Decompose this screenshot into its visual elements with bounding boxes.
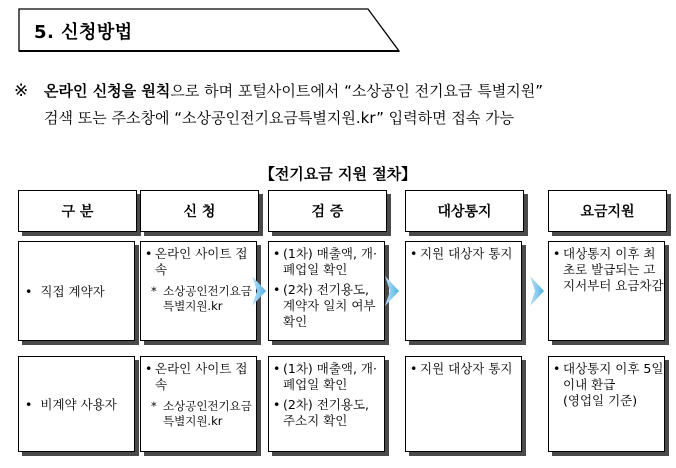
verify-step-2: • (2차) 전기용도, 주소지 확인 [269,397,384,429]
category-label: 직접 계약자 [40,284,105,299]
row-2-verify [268,356,385,452]
header-notice: 대상통지 [405,190,524,232]
header-support: 요금지원 [548,190,667,232]
support-text: • 대상통지 이후 최초로 발급되는 고지서부터 요금차감 [549,246,664,294]
verify-step-1: • (1차) 매출액, 개·폐업일 확인 [269,246,384,278]
note-line-2: 검색 또는 주소창에 “소상공인전기요금특별지원.kr” 입력하면 접속 가능 [44,109,515,127]
category-label: 비계약 사용자 [40,397,117,412]
apply-sub: * 소상공인전기요금특별지원.kr [141,284,256,314]
row-2-category: • 비계약 사용자 [18,356,135,452]
note-emphasis: 온라인 신청을 원칙 [44,82,171,100]
row-2-notice [405,356,522,452]
row-1-apply [140,241,257,341]
arrow-right-icon [252,276,266,306]
header-category: 구 분 [18,190,137,232]
reference-mark: ※ [14,81,29,101]
notice-text: • 지원 대상자 통지 [406,361,521,377]
row-1-notice [405,241,522,341]
row-2-apply [140,356,257,452]
section-header [18,8,400,52]
support-text: • 대상통지 이후 5일 이내 환급 [549,361,664,393]
apply-main: • 온라인 사이트 접속 [141,246,256,278]
section-title: 5. 신청방법 [34,22,133,43]
procedure-title: 【전기요금 지원 절차】 [259,165,417,183]
header-apply: 신 청 [140,190,259,232]
note-line-1 [44,78,543,105]
verify-step-2: • (2차) 전기용도, 계약자 일치 여부 확인 [269,282,384,330]
row-1-verify [268,241,385,341]
support-note: (영업일 기준) [563,393,638,408]
arrow-right-icon [530,276,544,306]
note-line-1-rest: 으로 하며 포털사이트에서 “소상공인 전기요금 특별지원” [170,82,544,100]
verify-step-1: • (1차) 매출액, 개·폐업일 확인 [269,361,384,393]
apply-main: • 온라인 사이트 접속 [141,361,256,393]
header-verify: 검 증 [268,190,387,232]
notice-text: • 지원 대상자 통지 [406,246,521,262]
row-1-category: • 직접 계약자 [18,241,135,341]
row-2-support [548,356,665,452]
apply-sub: * 소상공인전기요금특별지원.kr [141,399,256,429]
arrow-right-icon [385,276,399,306]
row-1-support [548,241,665,341]
